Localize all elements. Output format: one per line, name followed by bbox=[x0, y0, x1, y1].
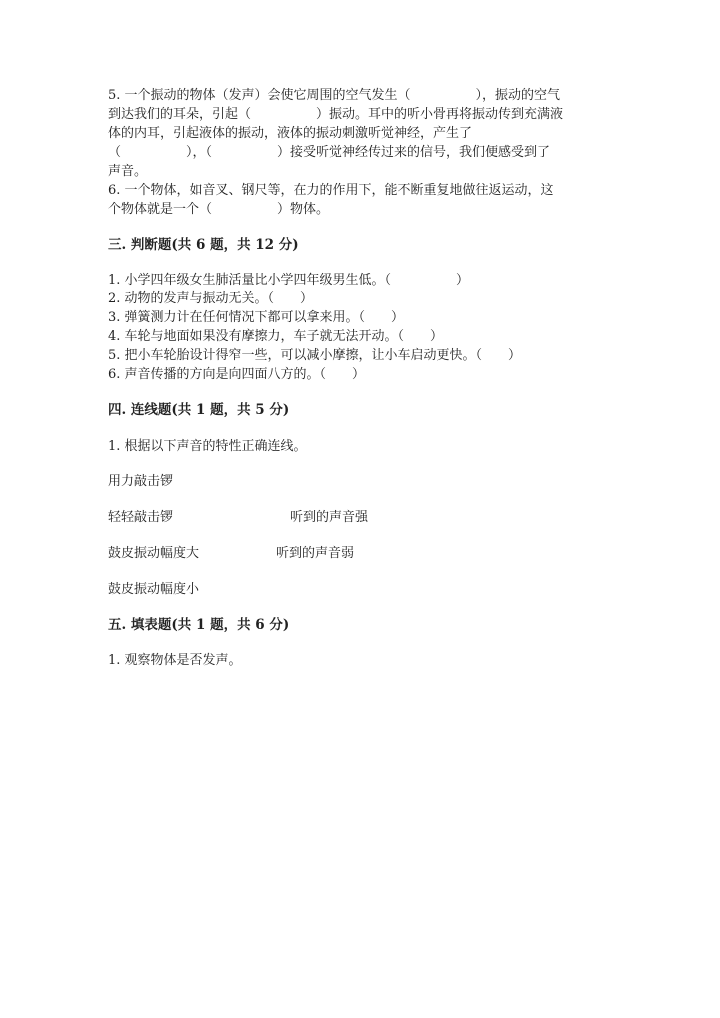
fill-q5-line-4: （ ），（ ）接受听觉神经传过来的信号，我们便感受到了 bbox=[108, 145, 551, 160]
judge-item-4: 4. 车轮与地面如果没有摩擦力，车子就无法开动。（ ） bbox=[108, 329, 444, 344]
match-right-item-2: 听到的声音弱 bbox=[276, 546, 355, 561]
match-left-item-1: 用力敲击锣 bbox=[108, 474, 174, 489]
match-left-item-4: 鼓皮振动幅度小 bbox=[108, 582, 200, 597]
judge-item-6: 6. 声音传播的方向是向四面八方的。（ ） bbox=[108, 367, 366, 382]
section-match-heading: 四. 连线题(共 1 题，共 5 分) bbox=[108, 402, 290, 418]
judge-item-3: 3. 弹簧测力计在任何情况下都可以拿来用。（ ） bbox=[108, 310, 405, 325]
match-question: 1. 根据以下声音的特性正确连线。 bbox=[108, 439, 307, 454]
fill-q6-line-2: 个物体就是一个（ ）物体。 bbox=[108, 202, 330, 217]
fill-q5-line-2: 到达我们的耳朵，引起（ ）振动。耳中的听小骨再将振动传到充满液 bbox=[108, 107, 564, 122]
fill-q5-line-5: 声音。 bbox=[108, 164, 148, 179]
fill-q5-line-1: 5. 一个振动的物体（发声）会使它周围的空气发生（ ），振动的空气 bbox=[108, 88, 561, 103]
match-left-item-3: 鼓皮振动幅度大 bbox=[108, 546, 200, 561]
fill-q5-line-3: 体的内耳，引起液体的振动，液体的振动刺激听觉神经，产生了 bbox=[108, 126, 473, 141]
table-question: 1. 观察物体是否发声。 bbox=[108, 653, 242, 668]
match-right-item-1: 听到的声音强 bbox=[290, 510, 369, 525]
judge-item-5: 5. 把小车轮胎设计得窄一些，可以减小摩擦，让小车启动更快。（ ） bbox=[108, 348, 522, 363]
judge-item-2: 2. 动物的发声与振动无关。（ ） bbox=[108, 291, 314, 306]
match-left-item-2: 轻轻敲击锣 bbox=[108, 510, 174, 525]
judge-item-1: 1. 小学四年级女生肺活量比小学四年级男生低。（ ） bbox=[108, 273, 470, 288]
section-judge-heading: 三. 判断题(共 6 题，共 12 分) bbox=[108, 237, 299, 253]
section-table-heading: 五. 填表题(共 1 题，共 6 分) bbox=[108, 617, 290, 633]
fill-q6-line-1: 6. 一个物体，如音叉、钢尺等，在力的作用下，能不断重复地做往返运动，这 bbox=[108, 183, 554, 198]
